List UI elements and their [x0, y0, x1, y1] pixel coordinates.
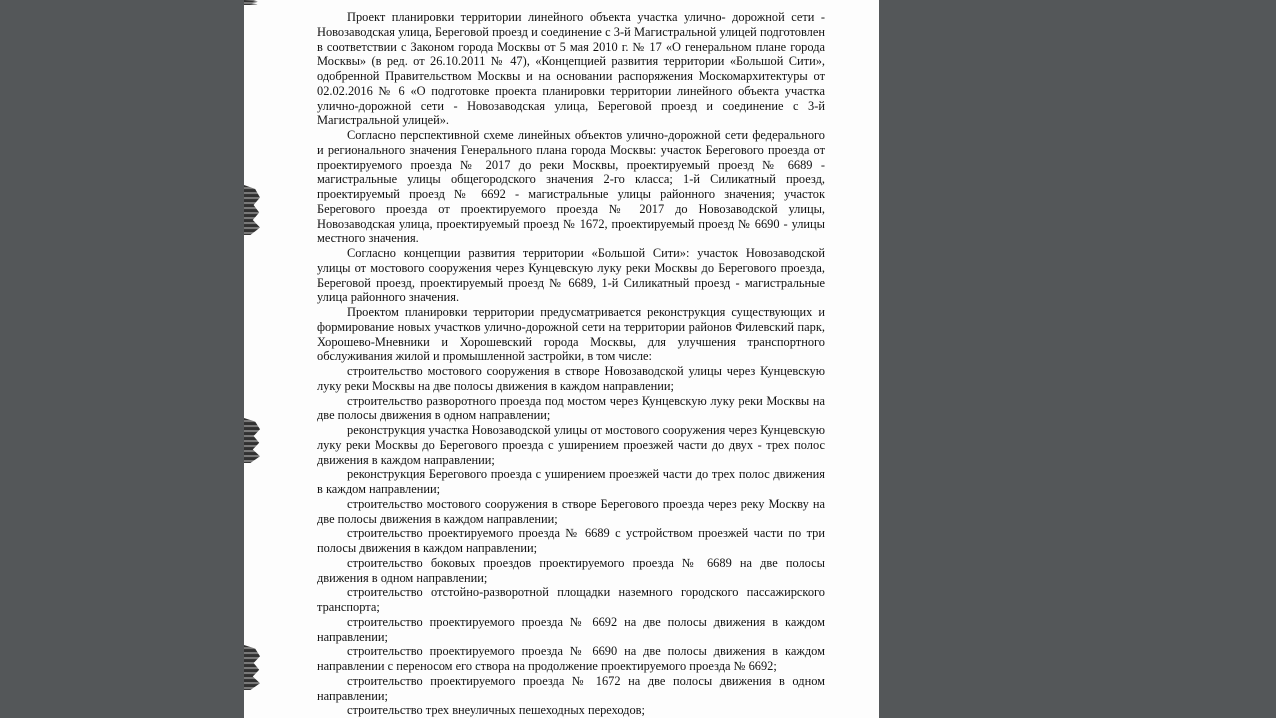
paragraph: Согласно перспективной схеме линейных объектов улично-дорожной сети федерального и регионального значения Генерального плана города Москвы: участок Берегового проезда от проектируемого проезда № 2017 до реки Москвы, проектируемый проезд № 6689 - магистральные улицы общегородского значения 2-го класса; 1-й Силикатный проезд, проектируемый проезд № 6692 - магистральные улицы районного значения; участок Берегового проезда от проектируемого проезда № 2017 до Новозаводской улицы, Новозаводская улица, проектируемый проезд № 1672, проектируемый проезд № 6690 - улицы местного значения.	[317, 128, 825, 246]
scan-artifact	[244, 418, 260, 463]
scan-artifact	[244, 185, 260, 235]
list-item: строительство мостового сооружения в створе Новозаводской улицы через Кунцевскую луку реки Москвы на две полосы движения в каждом направлении;	[317, 364, 825, 393]
scan-artifact	[244, 645, 260, 690]
list-item: строительство проектируемого проезда № 6690 на две полосы движения в каждом направлении с переносом его створа на продолжение проектируемого проезда № 6692;	[317, 644, 825, 673]
list-item: строительство разворотного проезда под мостом через Кунцевскую луку реки Москвы на две полосы движения в одном направлении;	[317, 393, 825, 423]
list-item: строительство проектируемого проезда № 6689 с устройством проезжей части по три полосы движения в каждом направлении;	[317, 526, 825, 555]
list-item: строительство отстойно-разворотной площадки наземного городского пассажирского транспорта;	[317, 585, 825, 614]
list-item: реконструкция участка Новозаводской улицы от мостового сооружения через Кунцевскую луку реки Москвы до Берегового проезда с уширением проезжей части до двух - трех полос движения в каждом направлении;	[317, 423, 825, 467]
paragraph: Согласно концепции развития территории «Большой Сити»: участок Новозаводской улицы от мостового сооружения через Кунцевскую луку реки Москвы до Берегового проезда, Береговой проезд, проектируемый проезд № 6689, 1-й Силикатный проезд - магистральные улица районного значения.	[317, 246, 825, 305]
list-item: реконструкция Берегового проезда с уширением проезжей части до трех полос движения в каждом направлении;	[317, 467, 825, 496]
list-item: строительство мостового сооружения в створе Берегового проезда через реку Москву на две полосы движения в каждом направлении;	[317, 496, 825, 526]
scan-artifact	[244, 0, 258, 5]
document-body	[317, 10, 825, 718]
document-page	[244, 0, 879, 718]
list-item: строительство трех внеуличных пешеходных переходов;	[347, 703, 645, 718]
list-item: строительство проектируемого проезда № 6692 на две полосы движения в каждом направлении;	[317, 614, 825, 644]
list-item: строительство проектируемого проезда № 1672 на две полосы движения в одном направлении;	[317, 673, 825, 703]
list-item: строительство боковых проездов проектируемого проезда № 6689 на две полосы движения в одном направлении;	[317, 555, 825, 585]
paragraph: Проект планировки территории линейного объекта участка улично- дорожной сети - Новозаводская улица, Береговой проезд и соединение с 3-й Магистральной улицей подготовлен в соответствии с Законом города Москвы от 5 мая 2010 г. № 17 «О генеральном плане города Москвы» (в ред. от 26.10.2011 № 47), «Концепцией развития территории «Большой Сити», одобренной Правительством Москвы и на основании распоряжения Москомархитектуры от 02.02.2016 № 6 «О подготовке проекта планировки территории линейного объекта участка улично-дорожной сети - Новозаводская улица, Береговой проезд и соединение с 3-й Магистральной улицей».	[317, 10, 825, 128]
paragraph: Проектом планировки территории предусматривается реконструкция существующих и формирование новых участков улично-дорожной сети на территории районов Филевский парк, Хорошево-Мневники и Хорошевский города Москвы, для улучшения транспортного обслуживания жилой и промышленной застройки, в том числе:	[317, 305, 825, 364]
